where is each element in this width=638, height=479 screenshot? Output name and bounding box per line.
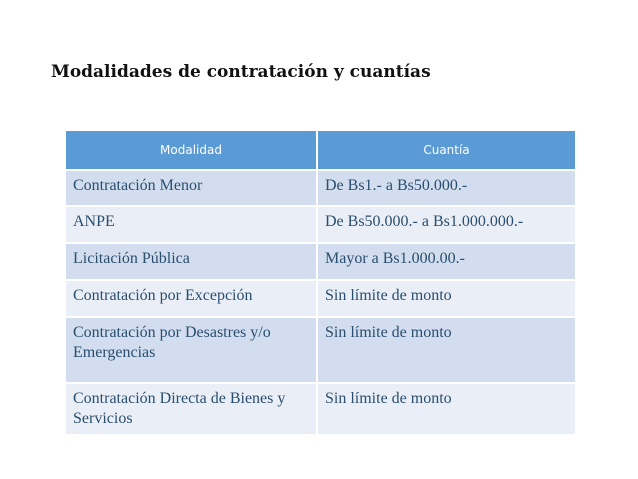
cuantia-cell: De Bs1.- a Bs50.000.- [317,170,575,206]
modalidad-cell: Licitación Pública [66,243,317,280]
modalidades-table [66,131,575,434]
header-cuantia: Cuantía [317,131,575,170]
cuantia-cell: Sin límite de monto [317,383,575,434]
table-row [66,243,575,280]
table-row [66,317,575,383]
cuantia-cell: Mayor a Bs1.000.00.- [317,243,575,280]
table-row [66,206,575,243]
table-row [66,170,575,206]
modalidad-cell: ANPE [66,206,317,243]
cuantia-cell: De Bs50.000.- a Bs1.000.000.- [317,206,575,243]
slide-title: Modalidades de contratación y cuantías [51,62,431,82]
modalidad-cell: Contratación por Excepción [66,280,317,317]
table-row [66,280,575,317]
cuantia-cell: Sin límite de monto [317,317,575,383]
modalidad-cell: Contratación Menor [66,170,317,206]
table-header-row [66,131,575,170]
table-row [66,383,575,434]
cuantia-cell: Sin límite de monto [317,280,575,317]
header-modalidad: Modalidad [66,131,317,170]
modalidad-cell: Contratación Directa de Bienes y Servicios [66,383,317,434]
modalidad-cell: Contratación por Desastres y/o Emergencias [66,317,317,383]
